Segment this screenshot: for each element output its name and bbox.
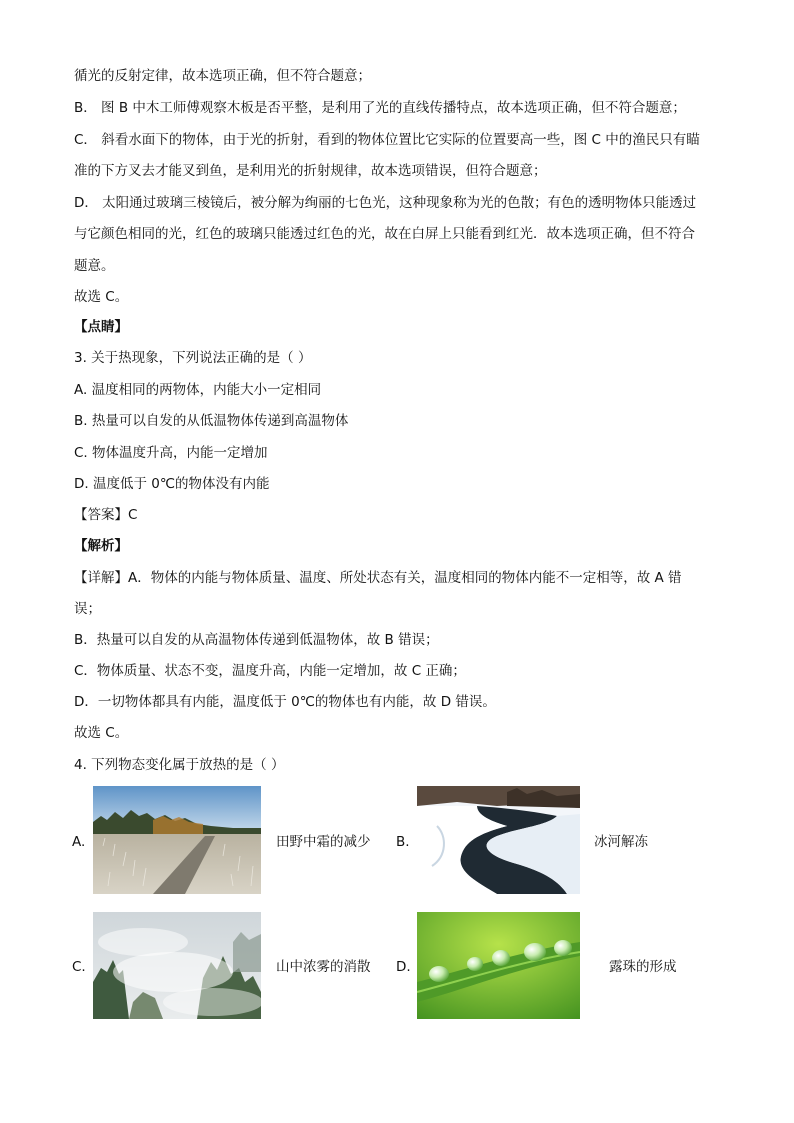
text-line: D． 太阳通过玻璃三棱镜后，被分解为绚丽的七色光，这种现象称为光的色散；有色的透明物体只能透过 <box>74 195 697 211</box>
foggy-mountain-image <box>93 912 261 1019</box>
text-line: B． 图 B 中木工师傅观察木板是否平整，是利用了光的直线传播特点，故本选项正确，但不符合题意； <box>74 100 686 116</box>
text-line: 误； <box>74 601 101 617</box>
answer-line: 【答案】C <box>74 507 138 523</box>
section-heading-jiexi: 【解析】 <box>74 538 128 554</box>
option-c-text: 山中浓雾的消散 <box>276 959 371 975</box>
option-d-letter: D. <box>396 959 411 975</box>
option-d-text: 露珠的形成 <box>609 959 677 975</box>
section-heading-dianjing: 【点睛】 <box>74 319 128 335</box>
text-line: 与它颜色相同的光，红色的玻璃只能透过红色的光，故在白屏上只能看到红光．故本选项正确，但不符合 <box>74 226 695 242</box>
question-4-title: 4. 下列物态变化属于放热的是（ ） <box>74 757 285 773</box>
text-line: D．一切物体都具有内能，温度低于 0℃的物体也有内能，故 D 错误。 <box>74 694 496 710</box>
question-3-option-b: B. 热量可以自发的从低温物体传递到高温物体 <box>74 413 349 429</box>
text-line: C．物体质量、状态不变，温度升高，内能一定增加，故 C 正确； <box>74 663 466 679</box>
question-3-title: 3. 关于热现象，下列说法正确的是（ ） <box>74 350 312 366</box>
question-3-option-c: C. 物体温度升高，内能一定增加 <box>74 445 268 461</box>
question-3-option-d: D. 温度低于 0℃的物体没有内能 <box>74 476 270 492</box>
text-line: 故选 C。 <box>74 725 129 741</box>
option-b-text: 冰河解冻 <box>594 834 648 850</box>
question-3-option-a: A. 温度相同的两物体，内能大小一定相同 <box>74 382 322 398</box>
text-line: 故选 C。 <box>74 289 129 305</box>
text-line: C． 斜看水面下的物体，由于光的折射，看到的物体位置比它实际的位置要高一些，图 C 中的渔民只有瞄 <box>74 132 700 148</box>
text-line: 题意。 <box>74 258 115 274</box>
dew-drops-image <box>417 912 580 1019</box>
text-line: B．热量可以自发的从高温物体传递到低温物体，故 B 错误； <box>74 632 439 648</box>
option-a-letter: A. <box>72 834 86 850</box>
option-c-letter: C. <box>72 959 86 975</box>
text-line: 准的下方叉去才能叉到鱼，是利用光的折射规律，故本选项错误，但符合题意； <box>74 163 547 179</box>
option-b-letter: B. <box>396 834 410 850</box>
option-a-text: 田野中霜的减少 <box>276 834 371 850</box>
text-line: 【详解】A．物体的内能与物体质量、温度、所处状态有关，温度相同的物体内能不一定相等，故 A 错 <box>74 570 682 586</box>
text-line: 循光的反射定律，故本选项正确，但不符合题意； <box>74 68 371 84</box>
frosty-field-image <box>93 786 261 894</box>
frozen-river-image <box>417 786 580 894</box>
